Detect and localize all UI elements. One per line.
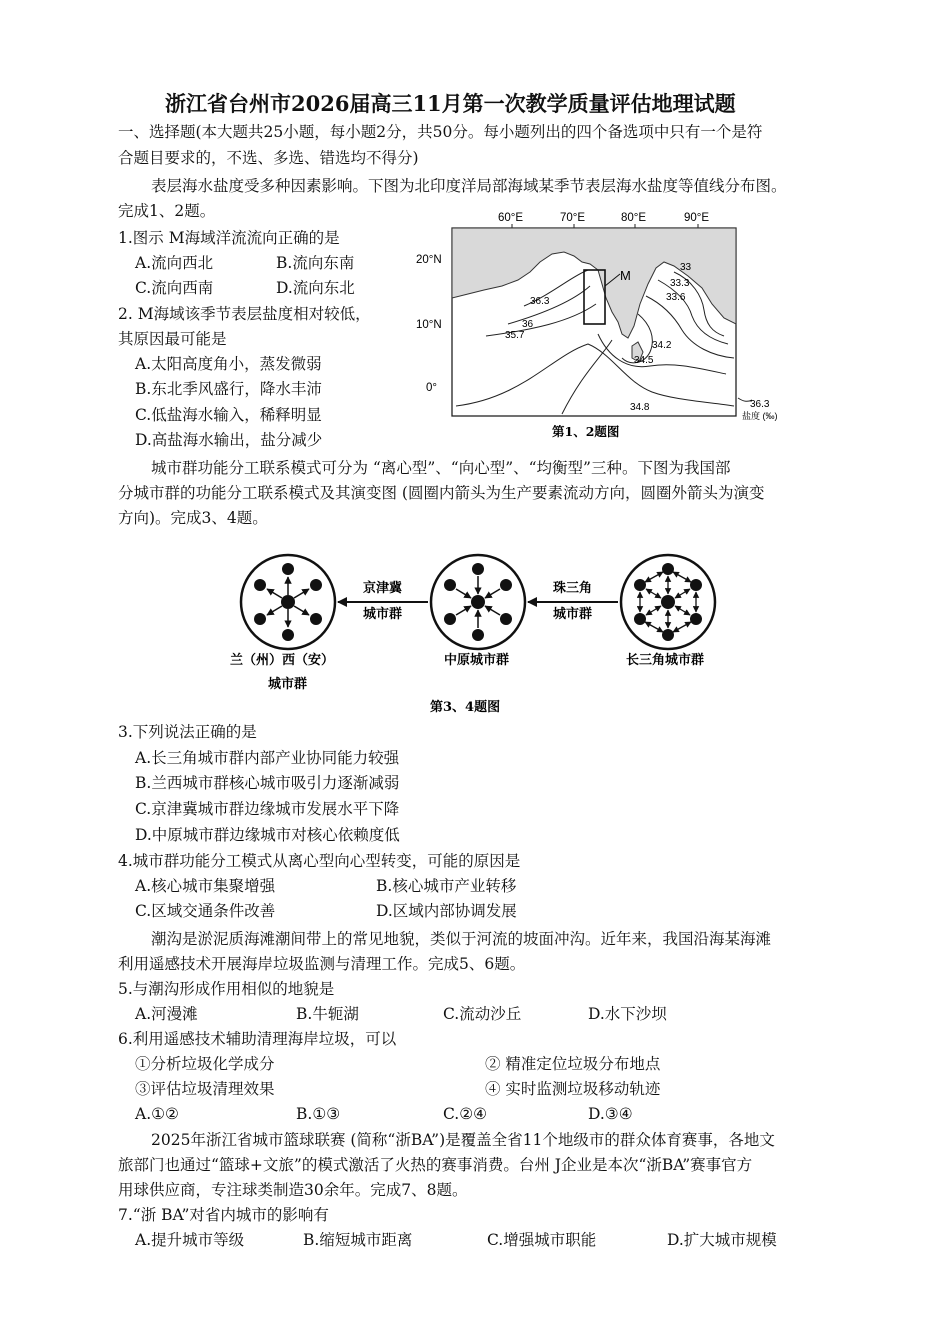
legend-value: 36.3	[750, 399, 770, 410]
question-3-option-a: A.长三角城市群内部产业协同能力较强	[135, 749, 400, 767]
page-title: 浙江省台州市2026届高三11月第一次教学质量评估地理试题	[165, 91, 736, 116]
question-5-option-d: D.水下沙坝	[588, 1005, 667, 1023]
isohaline-label: 33	[680, 262, 692, 273]
arrow-label: 京津冀	[363, 581, 403, 596]
question-5-stem: 5.与潮沟形成作用相似的地貌是	[118, 980, 335, 998]
question-2-option-b: B.东北季风盛行，降水丰沛	[135, 380, 322, 398]
salinity-map	[412, 206, 822, 442]
question-7-option-b: B.缩短城市距离	[303, 1231, 413, 1249]
map-lat-label: 0°	[426, 382, 437, 394]
question-4-option-c: C.区域交通条件改善	[135, 902, 276, 920]
map-lat-label: 10°N	[416, 319, 442, 331]
question-7-option-a: A.提升城市等级	[135, 1231, 245, 1249]
legend-unit: 盐度 (‰)	[742, 411, 778, 421]
isohaline-label: 36.3	[530, 296, 550, 307]
intro-paragraph: 表层海水盐度受多种因素影响。下图为北印度洋局部海域某季节表层海水盐度等值线分布图。	[151, 177, 787, 195]
map-lon-label: 70°E	[560, 212, 586, 224]
question-3-stem: 3.下列说法正确的是	[118, 723, 257, 741]
cluster-label: 长三角城市群	[626, 653, 705, 668]
section-instructions: 一、选择题(本大题共25小题，每小题2分，共50分。每小题列出的四个备选项中只有一个是符	[118, 123, 763, 141]
map-lon-label: 60°E	[498, 212, 524, 224]
intro-paragraph-cont: 旅部门也通过“篮球+文旅”的模式激活了火热的赛事消费。台州 J企业是本次“浙BA”赛事官方	[118, 1156, 753, 1174]
city-cluster-diagram	[222, 548, 732, 718]
isohaline-label: 34.8	[630, 402, 650, 413]
question-6-item-4: ④ 实时监测垃圾移动轨迹	[485, 1080, 661, 1098]
map-lat-label: 20°N	[416, 254, 442, 266]
question-6-option-d: D.③④	[588, 1105, 633, 1123]
map-lon-label: 80°E	[621, 212, 647, 224]
intro-paragraph: 2025年浙江省城市篮球联赛 (简称“浙BA”)是覆盖全省11个地级市的群众体育赛事，各地文	[151, 1131, 775, 1149]
question-5-option-c: C.流动沙丘	[443, 1005, 522, 1023]
question-4-stem: 4.城市群功能分工模式从离心型向心型转变，可能的原因是	[118, 852, 521, 870]
question-5-option-b: B.牛轭湖	[296, 1005, 359, 1023]
isohaline-label: 34.5	[634, 355, 654, 366]
map-lon-label: 90°E	[684, 212, 710, 224]
isohaline-label: 36	[522, 319, 534, 330]
question-2-option-d: D.高盐海水输出，盐分减少	[135, 431, 323, 449]
question-7-option-d: D.扩大城市规模	[667, 1231, 777, 1249]
intro-paragraph-cont: 分城市群的功能分工联系模式及其演变图 (圆圈内箭头为生产要素流动方向，圆圈外箭头为演变	[118, 484, 765, 502]
question-3-option-d: D.中原城市群边缘城市对核心依赖度低	[135, 826, 400, 844]
question-6-item-3: ③评估垃圾清理效果	[135, 1080, 275, 1098]
isohaline-label: 33.6	[666, 292, 686, 303]
question-7-option-c: C.增强城市职能	[487, 1231, 597, 1249]
question-3-option-b: B.兰西城市群核心城市吸引力逐渐减弱	[135, 774, 400, 792]
question-2-option-c: C.低盐海水输入，稀释明显	[135, 406, 322, 424]
question-4-option-d: D.区域内部协调发展	[376, 902, 517, 920]
intro-paragraph-cont: 利用遥感技术开展海岸垃圾监测与清理工作。完成5、6题。	[118, 955, 526, 973]
question-6-stem: 6.利用遥感技术辅助清理海岸垃圾，可以	[118, 1030, 397, 1048]
question-1-option-b: B.流向东南	[276, 254, 355, 272]
question-1-option-d: D.流向东北	[276, 279, 355, 297]
isohaline-label: 35.7	[505, 330, 525, 341]
diagram-caption: 第3、4题图	[430, 700, 501, 715]
arrow-label: 珠三角	[553, 581, 593, 596]
question-6-item-1: ①分析垃圾化学成分	[135, 1055, 275, 1073]
balanced-pattern-circle	[621, 555, 715, 649]
question-6-option-b: B.①③	[296, 1105, 341, 1123]
question-6-item-2: ② 精准定位垃圾分布地点	[485, 1055, 661, 1073]
m-region-label: M	[620, 268, 631, 283]
intro-paragraph-cont: 方向)。完成3、4题。	[118, 509, 268, 527]
intro-paragraph-cont: 完成1、2题。	[118, 202, 216, 220]
section-instructions-cont: 合题目要求的，不选、多选、错选均不得分)	[118, 149, 419, 167]
question-7-stem: 7.“浙 BA”对省内城市的影响有	[118, 1206, 329, 1224]
isohaline-label: 34.2	[652, 340, 672, 351]
question-5-option-a: A.河漫滩	[135, 1005, 198, 1023]
question-1-option-a: A.流向西北	[135, 254, 214, 272]
centrifugal-pattern-circle	[241, 555, 335, 649]
cluster-label: 城市群	[268, 677, 308, 692]
intro-paragraph: 城市群功能分工联系模式可分为 “离心型”、“向心型”、“均衡型”三种。下图为我国部	[151, 459, 731, 477]
question-2-stem: 2. M海域该季节表层盐度相对较低，	[118, 305, 371, 323]
question-2-option-a: A.太阳高度角小，蒸发微弱	[135, 355, 322, 373]
question-2-stem-cont: 其原因最可能是	[118, 330, 227, 348]
cluster-label: 中原城市群	[444, 653, 510, 668]
arrow-label: 城市群	[363, 607, 403, 622]
question-3-option-c: C.京津冀城市群边缘城市发展水平下降	[135, 800, 400, 818]
centripetal-pattern-circle	[431, 555, 525, 649]
question-6-option-a: A.①②	[135, 1105, 179, 1123]
map-caption: 第1、2题图	[552, 424, 620, 439]
intro-paragraph: 潮沟是淤泥质海滩潮间带上的常见地貌，类似于河流的坡面冲沟。近年来，我国沿海某海滩	[151, 930, 772, 948]
arrow-label: 城市群	[553, 607, 593, 622]
question-6-option-c: C.②④	[443, 1105, 488, 1123]
question-4-option-b: B.核心城市产业转移	[376, 877, 517, 895]
intro-paragraph-cont: 用球供应商，专注球类制造30余年。完成7、8题。	[118, 1181, 468, 1199]
question-1-stem: 1.图示 M海域洋流流向正确的是	[118, 229, 340, 247]
isohaline-label: 33.3	[670, 278, 690, 289]
question-1-option-c: C.流向西南	[135, 279, 214, 297]
question-4-option-a: A.核心城市集聚增强	[135, 877, 276, 895]
cluster-label: 兰（州）西（安）	[230, 653, 335, 668]
